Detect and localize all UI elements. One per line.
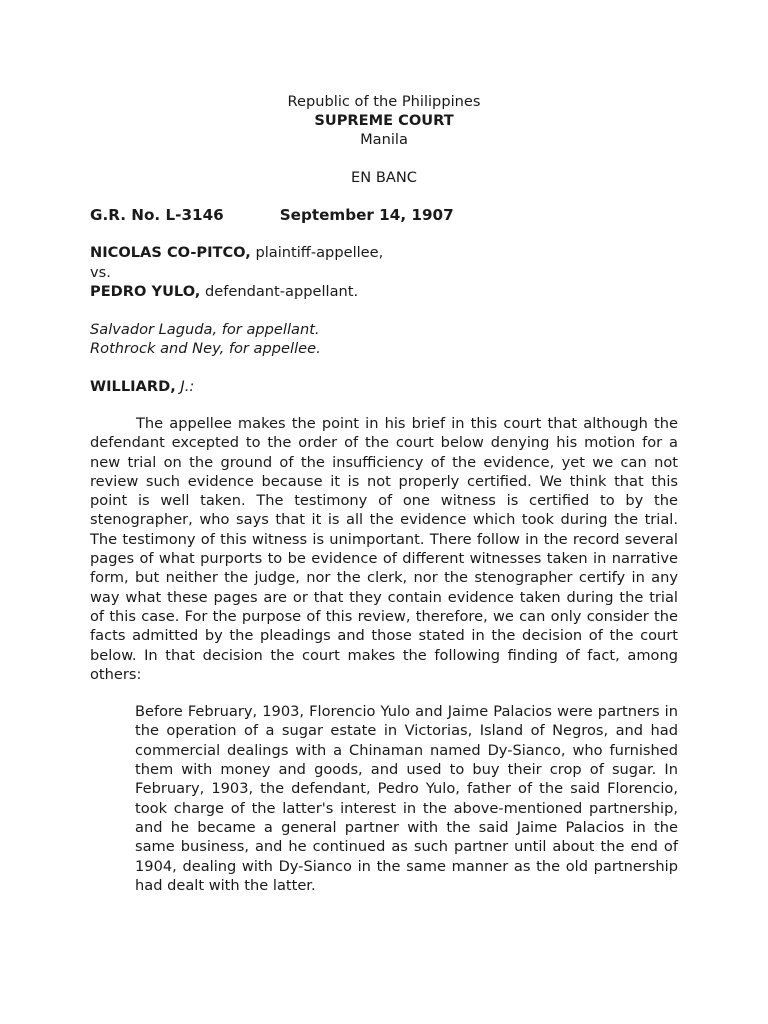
plaintiff-role: plaintiff-appellee, xyxy=(250,244,384,261)
gr-number: G.R. No. L-3146 xyxy=(90,206,224,224)
quoted-finding: Before February, 1903, Florencio Yulo and Jaime Palacios were partners in the operation of a sugar estate in Victorias, Island of Negros, and had commercial dealings with a Chinaman named Dy-Sianco, who furnished them with money and goods, and used to buy their crop of sugar. In February, 1903, the defendant, Pedro Yulo, father of the said Florencio, took charge of the latter's interest in the above-mentioned partnership, and he became a general partner with the said Jaime Palacios in the same business, and he continued as such partner until about the end of 1904, dealing with Dy-Sianco in the same manner as the old partnership had dealt with the latter. xyxy=(135,703,678,894)
justice-title: J.: xyxy=(175,377,195,395)
versus-line: vs. xyxy=(90,263,111,281)
division-label: EN BANC xyxy=(351,169,417,186)
defendant-line xyxy=(90,282,678,302)
defendant-name: PEDRO YULO, xyxy=(90,283,201,300)
republic-line: Republic of the Philippines xyxy=(287,93,481,110)
plaintiff-line xyxy=(90,243,678,263)
court-header xyxy=(90,92,678,149)
case-number-line xyxy=(90,205,678,225)
case-parties xyxy=(90,243,678,302)
appellant-counsel: Salvador Laguda, for appellant. xyxy=(90,320,320,338)
counsel-block xyxy=(90,320,678,359)
court-city: Manila xyxy=(360,131,408,148)
decision-page xyxy=(90,92,678,895)
court-name: SUPREME COURT xyxy=(314,112,454,129)
plaintiff-name: NICOLAS CO-PITCO, xyxy=(90,244,251,261)
ponente-line xyxy=(90,377,678,397)
decision-date: September 14, 1907 xyxy=(279,206,454,224)
justice-name: WILLIARD, xyxy=(90,377,176,395)
appellee-counsel: Rothrock and Ney, for appellee. xyxy=(90,340,321,357)
defendant-role: defendant-appellant. xyxy=(200,283,359,300)
body-paragraph: The appellee makes the point in his brief in this court that although the defendant excepted to the order of the court below denying his motion for a new trial on the ground of the insufficiency of the evidence, yet we can not review such evidence because it is not properly certified. We think that this point is well taken. The testimony of one witness is certified to by the stenographer, who says that it is all the evidence which took during the trial. The testimony of this witness is unimportant. There follow in the record several pages of what purports to be evidence of different witnesses taken in narrative form, but neither the judge, nor the clerk, nor the stenographer certify in any way what these pages are or that they contain evidence taken during the trial of this case. For the purpose of this review, therefore, we can only consider the facts admitted by the pleadings and those stated in the decision of the court below. In that decision the court makes the following finding of fact, among others: xyxy=(90,415,678,683)
